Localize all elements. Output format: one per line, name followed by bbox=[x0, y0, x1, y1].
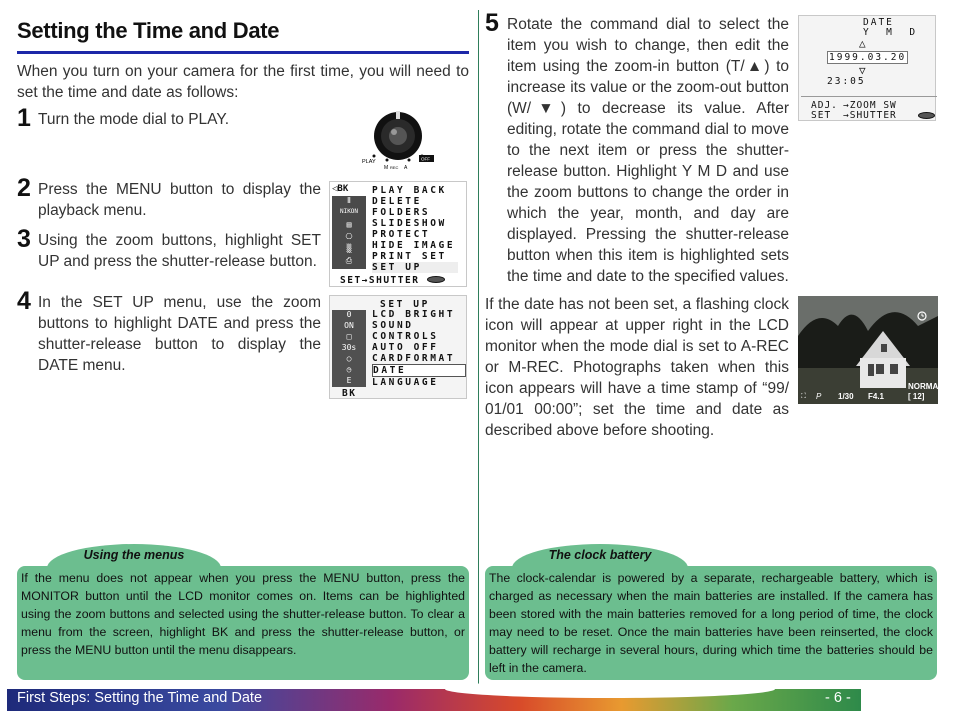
setup-item-language: LANGUAGE bbox=[372, 377, 439, 388]
setup-item-date: DATE bbox=[372, 364, 466, 377]
lcd-photo-with-clock-icon bbox=[798, 296, 944, 404]
playback-menu-title: PLAY BACK bbox=[372, 185, 447, 196]
title-underline bbox=[17, 51, 469, 54]
playback-item-slideshow: SLIDESHOW bbox=[372, 218, 447, 229]
print-set-icon: ⎙ bbox=[345, 256, 353, 265]
flashing-clock-paragraph: If the date has not been set, a flashing clock icon will appear at upper right in the LCD monitor when the mode dial is set to A-REC or M-REC. Photographs taken when this icon appears will have a time stamp of “99/ 01/01 00:00”; set the time and date as described above before shooting. bbox=[485, 296, 789, 439]
hide-image-icon: ▒ bbox=[346, 244, 352, 253]
date-menu-title: DATE bbox=[863, 17, 894, 28]
sound-on-icon: ON bbox=[344, 321, 354, 330]
playback-item-folders: FOLDERS bbox=[372, 207, 431, 218]
setup-item-sound: SOUND bbox=[372, 320, 414, 331]
footer-section-title: First Steps: Setting the Time and Date bbox=[17, 690, 263, 706]
shutter-button-icon bbox=[918, 112, 935, 119]
cardformat-icon: ○ bbox=[346, 354, 352, 363]
playback-menu-footer: SET→SHUTTER bbox=[340, 275, 445, 286]
step-2-text: Press the MENU button to display the playback menu. bbox=[38, 181, 321, 219]
playback-item-hide-image: HIDE IMAGE bbox=[372, 240, 456, 251]
shutter-speed-label: 1/30 bbox=[838, 392, 854, 401]
clock-battery-tab: The clock battery bbox=[512, 544, 688, 568]
program-mode-label: P bbox=[816, 392, 822, 401]
protect-key-icon: ⎔ bbox=[345, 232, 353, 241]
playback-item-protect: PROTECT bbox=[372, 229, 431, 240]
down-arrow-icon: ▽ bbox=[859, 64, 868, 77]
setup-menu-icon-column bbox=[332, 310, 366, 387]
step-4-text: In the SET UP menu, use the zoom buttons to highlight DATE and press the shutter-release button to display the DATE menu. bbox=[38, 294, 321, 374]
adj-label: ADJ. bbox=[811, 100, 838, 111]
clock-icon: ◷ bbox=[346, 365, 352, 374]
clock-battery-note: The clock-calendar is powered by a separate, rechargeable battery, which is charged as necessary when the main batteries are installed. If the camera has been stored with the main batteries removed for a long period of time, the clock may need to be reset. Once the main batteries have been reinserted, the clock battery will recharge in several hours, during which time the batteries should be left in the camera. bbox=[485, 566, 937, 680]
setup-menu-screen bbox=[329, 295, 467, 399]
shutter-button-icon bbox=[427, 276, 445, 283]
dial-arec-label: A bbox=[404, 165, 408, 171]
mode-dial-illustration bbox=[360, 108, 440, 170]
setup-menu-footer: BK bbox=[342, 388, 357, 399]
controls-icon: □ bbox=[346, 332, 352, 341]
up-arrow-icon: △ bbox=[859, 37, 868, 50]
delete-icon: Ⅱ bbox=[347, 196, 351, 205]
column-divider bbox=[478, 10, 479, 684]
step-3-number: 3 bbox=[17, 225, 31, 253]
step-4-number: 4 bbox=[17, 287, 31, 315]
lcd-bright-icon: 0 bbox=[346, 310, 352, 319]
playback-item-delete: DELETE bbox=[372, 196, 422, 207]
playback-item-set-up: SET UP bbox=[372, 262, 458, 273]
language-icon: E bbox=[346, 376, 352, 385]
aperture-label: F4.1 bbox=[868, 392, 885, 401]
setup-item-auto-off: AUTO OFF bbox=[372, 342, 439, 353]
step-1-number: 1 bbox=[17, 104, 31, 132]
date-menu-separator bbox=[801, 96, 937, 97]
setup-menu-title: SET UP bbox=[380, 299, 430, 310]
page-number: - 6 - bbox=[825, 690, 851, 706]
set-label: SET bbox=[811, 110, 832, 121]
nikon-folder-icon: NIKON bbox=[339, 208, 359, 215]
zoom-sw-label: →ZOOM SW bbox=[843, 100, 897, 111]
playback-menu-back: ◁BK bbox=[332, 184, 349, 194]
time-value: 23:05 bbox=[827, 76, 866, 87]
date-value: 1999.03.20 bbox=[829, 52, 907, 63]
playback-menu-icon-column bbox=[332, 196, 366, 269]
intro-paragraph: When you turn on your camera for the first time, you will need to set the time and date as follows: bbox=[17, 63, 469, 101]
step-5-number: 5 bbox=[485, 9, 499, 37]
dial-play-label: PLAY bbox=[362, 159, 376, 165]
step-2-number: 2 bbox=[17, 174, 31, 202]
step-5-text: Rotate the command dial to select the item you wish to change, then edit the item using the zoom-in button (T/▲) to increase its value or the zoom-out button (W/▼) to decrease its value. After editing, rotate the command dial to move to the next item or press the shutter-release button. Highlight Y M D and use the zoom buttons to change the order in which the year, month, and day are displayed. Pressing the shutter-release button when this item is highlighted sets the time and date to the specified values. bbox=[507, 16, 789, 285]
setup-item-controls: CONTROLS bbox=[372, 331, 439, 342]
auto-off-icon: 30s bbox=[341, 343, 357, 352]
camera-mode-icon: ⛶ bbox=[801, 393, 806, 400]
quality-label: NORMAL bbox=[908, 382, 944, 391]
date-order-ymd: Y M D bbox=[863, 27, 918, 38]
playback-item-print-set: PRINT SET bbox=[372, 251, 447, 262]
step-3-text: Using the zoom buttons, highlight SET UP and press the shutter-release button. bbox=[38, 232, 321, 270]
setup-item-lcd-bright: LCD BRIGHT bbox=[372, 309, 456, 320]
playback-menu-screen bbox=[329, 181, 467, 287]
dial-off-label: OFF bbox=[421, 156, 430, 162]
using-menus-note: If the menu does not appear when you press the MENU button, press the MONITOR button until the LCD monitor comes on. Items can be highlighted using the zoom buttons and selected using the shutter-release button. To clear a menu from the screen, highlight BK and press the shutter-release button, or press the MENU button until the menu disappears. bbox=[17, 566, 469, 680]
shutter-label: →SHUTTER bbox=[843, 110, 897, 121]
date-menu-screen bbox=[798, 15, 936, 121]
setup-item-cardformat: CARDFORMAT bbox=[372, 353, 456, 364]
dial-rec-label: REC bbox=[390, 165, 399, 170]
slideshow-icon: ▤ bbox=[346, 220, 352, 229]
page-title: Setting the Time and Date bbox=[17, 18, 280, 43]
footer-swoosh bbox=[445, 680, 775, 698]
using-menus-tab: Using the menus bbox=[47, 544, 221, 568]
step-1-text: Turn the mode dial to PLAY. bbox=[38, 111, 229, 128]
frame-count-label: [ 12] bbox=[908, 392, 925, 401]
dial-mrec-label: M bbox=[384, 165, 389, 171]
